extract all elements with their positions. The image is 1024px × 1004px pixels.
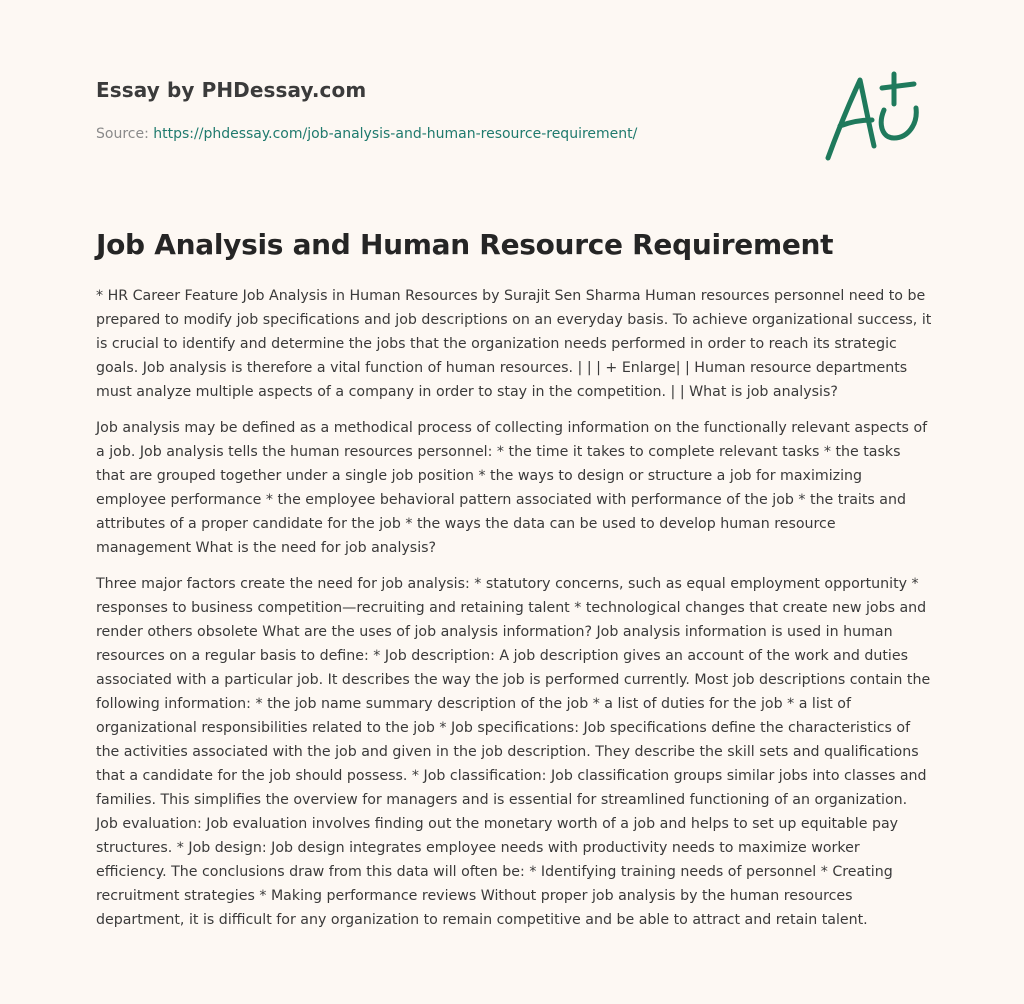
paragraph-2: Job analysis may be defined as a methodical process of collecting information on the functionally relevant aspects of a job. Job analysis tells the human resources personnel: * the time it takes to complete relevant tasks * the tasks that are grouped together under a single job position * the ways to design or structure a job for maximizing employee performance * the employee behavioral pattern associated with performance of the job * the traits and attributes of a proper candidate for the job * the ways the data can be used to develop human resource management What is the need for job analysis? — [96, 420, 928, 556]
paragraph-3: Three major factors create the need for job analysis: * statutory concerns, such as equal employment opportunity * responses to business competition—recruiting and retaining talent * technological changes that create new jobs and render others obsolete What are the uses of job analysis information? Job analysis information is used in human resources on a regular basis to define: * Job description: A job description gives an account of the work and duties associated with a particular job. It describes the way the job is performed currently. Most job descriptions contain the following information: * the job name summary description of the job * a list of duties for the job * a list of organizational responsibilities related to the job * Job specifications: Job specifications define the characteristics of the activities associated with the job and given in the job description. They describe the skill sets and qualifications that a candidate for the job should possess. * Job classification: Job classification groups similar jobs into classes and families. This simplifies the overview for managers and is essential for streamlined functioning of an organization. Job evaluation: Job evaluation involves finding out the monetary worth of a job and helps to set up equitable pay structures. * Job design: Job design integrates employee needs with productivity needs to maximize worker efficiency. The conclusions draw from this data will often be: * Identifying training needs of personnel * Creating recruitment strategies * Making performance reviews Without proper job analysis by the human resources department, it is difficult for any organization to remain competitive and be able to attract and retain talent. — [96, 576, 931, 928]
source-line — [96, 124, 796, 144]
source-link[interactable]: https://phdessay.com/job-analysis-and-human-resource-requirement/ — [153, 126, 638, 142]
header — [96, 76, 796, 144]
article-content — [96, 284, 932, 944]
paragraph-1: * HR Career Feature Job Analysis in Human Resources by Surajit Sen Sharma Human resources personnel need to be prepared to modify job specifications and job descriptions on an everyday basis. To achieve organizational success, it is crucial to identify and determine the jobs that the organization needs performed in order to reach its strategic goals. Job analysis is therefore a vital function of human resources. | | | + Enlarge| | Human resource departments must analyze multiple aspects of a company in order to stay in the competition. | | What is job analysis? — [96, 288, 932, 400]
article-title: Job Analysis and Human Resource Requirement — [96, 228, 834, 261]
source-label: Source: — [96, 126, 149, 142]
a-plus-grade-icon — [822, 66, 930, 166]
site-title: Essay by PHDessay.com — [96, 78, 367, 102]
